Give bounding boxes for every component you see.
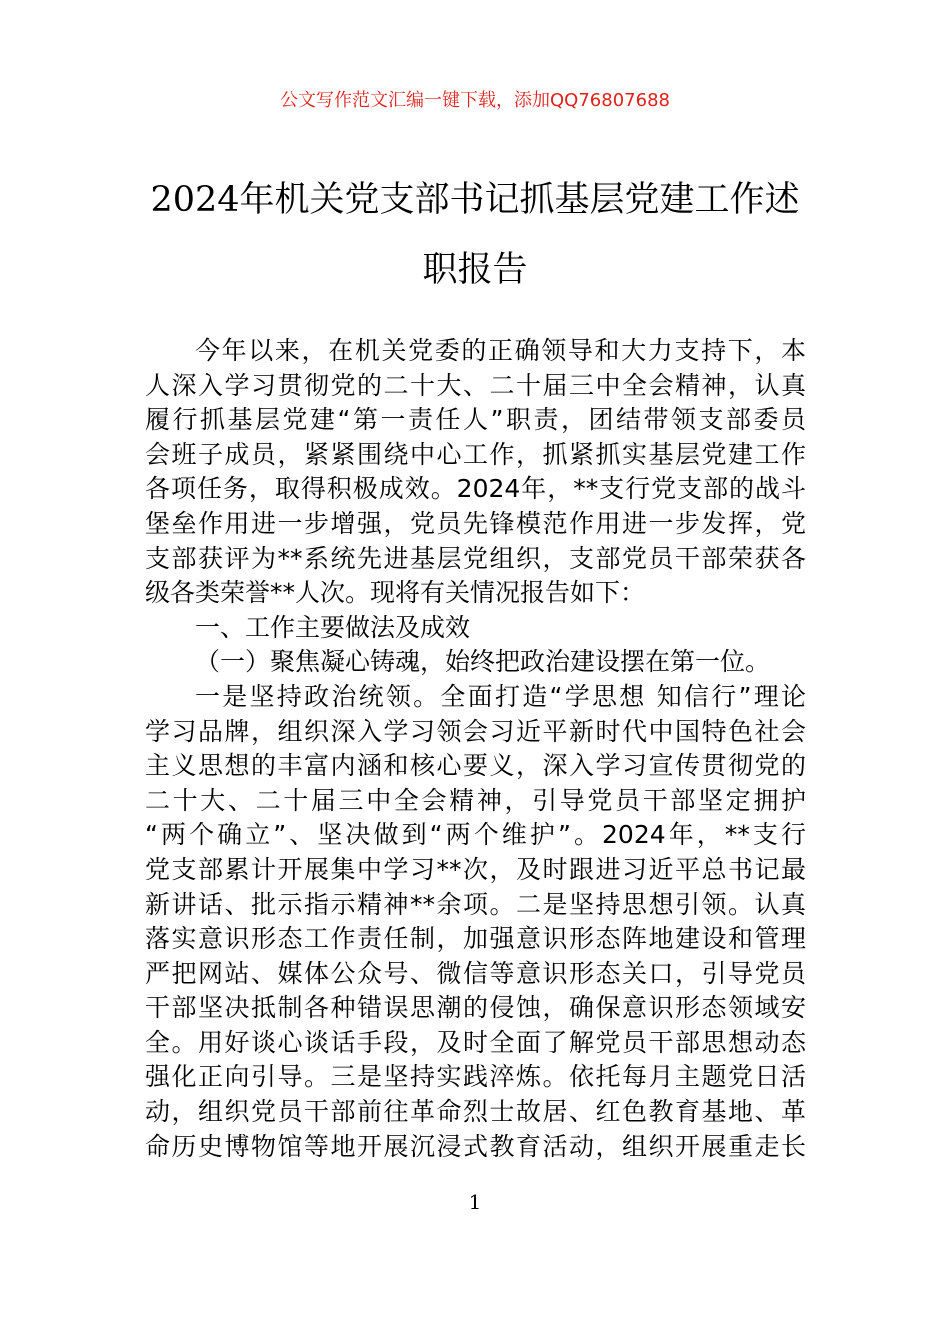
body-text-line: 级各类荣誉**人次。现将有关情况报告如下：	[145, 578, 646, 608]
body-text-line: （一）聚焦凝心铸魂，始终把政治建设摆在第一位。	[195, 647, 771, 677]
body-text-line: 二十大、二十届三中全会精神，引导党员干部坚定拥护	[145, 785, 806, 815]
watermark-banner: 公文写作范文汇编一键下载，添加QQ76807688	[280, 90, 670, 111]
body-text-line: 堡垒作用进一步增强，党员先锋模范作用进一步发挥，党	[145, 508, 806, 538]
document-title-line-2: 职报告	[422, 250, 528, 290]
body-text-line: 强化正向引导。三是坚持实践淬炼。依托每月主题党日活	[145, 1062, 806, 1092]
document-title-line-1: 2024年机关党支部书记抓基层党建工作述	[150, 180, 800, 220]
body-text-line: 主义思想的丰富内涵和核心要义，深入学习宣传贯彻党的	[145, 751, 806, 781]
body-text-line: 干部坚决抵制各种错误思潮的侵蚀，确保意识形态领域安	[145, 993, 806, 1023]
body-text-line: 一、工作主要做法及成效	[195, 612, 471, 642]
body-text-line: 一是坚持政治统领。全面打造“学思想 知信行”理论	[195, 681, 806, 711]
body-text-line: 命历史博物馆等地开展沉浸式教育活动，组织开展重走长	[145, 1131, 806, 1161]
page-number: 1	[468, 1190, 482, 1214]
body-text-line: “两个确立”、坚决做到“两个维护”。2024年，**支行	[145, 820, 806, 850]
body-text-line: 学习品牌，组织深入学习领会习近平新时代中国特色社会	[145, 716, 806, 746]
body-text-line: 履行抓基层党建“第一责任人”职责，团结带领支部委员	[145, 405, 806, 435]
body-text-line: 严把网站、媒体公众号、微信等意识形态关口，引导党员	[145, 958, 806, 988]
body-text-line: 会班子成员，紧紧围绕中心工作，抓紧抓实基层党建工作	[145, 439, 806, 469]
body-text-line: 落实意识形态工作责任制，加强意识形态阵地建设和管理	[145, 924, 806, 954]
body-text-line: 支部获评为**系统先进基层党组织，支部党员干部荣获各	[145, 543, 806, 573]
body-text-line: 新讲话、批示指示精神**余项。二是坚持思想引领。认真	[145, 889, 806, 919]
body-text-line: 人深入学习贯彻党的二十大、二十届三中全会精神，认真	[145, 370, 806, 400]
body-text-line: 党支部累计开展集中学习**次，及时跟进习近平总书记最	[145, 854, 806, 884]
body-text-line: 动，组织党员干部前往革命烈士故居、红色教育基地、革	[145, 1097, 806, 1127]
body-text-line: 全。用好谈心谈话手段，及时全面了解党员干部思想动态	[145, 1027, 806, 1057]
body-text-line: 各项任务，取得积极成效。2024年，**支行党支部的战斗	[145, 474, 806, 504]
document-body	[145, 334, 806, 1164]
body-text-line: 今年以来，在机关党委的正确领导和大力支持下，本	[195, 336, 806, 365]
